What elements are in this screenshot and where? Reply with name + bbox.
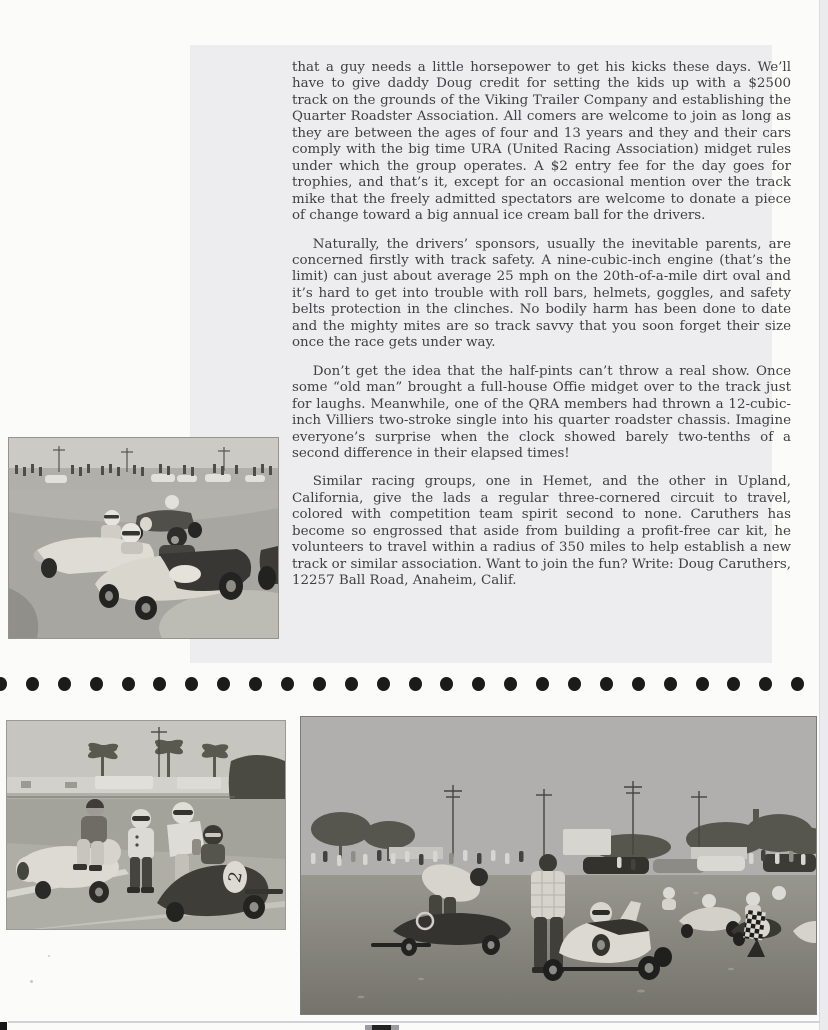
scan-corner-mark bbox=[0, 1022, 7, 1030]
divider-dot bbox=[153, 677, 166, 691]
divider-dot bbox=[58, 677, 71, 691]
divider-dot bbox=[664, 677, 677, 691]
divider-dot bbox=[504, 677, 517, 691]
photo-track-action bbox=[8, 437, 279, 639]
track-action-illustration bbox=[9, 438, 278, 638]
divider-dot bbox=[26, 677, 39, 691]
scan-edge-strip bbox=[819, 0, 828, 1030]
photo-starting-line bbox=[300, 716, 817, 1015]
divider-dot bbox=[696, 677, 709, 691]
edge-partial-car bbox=[258, 546, 278, 590]
scan-bottom-mark bbox=[365, 1025, 399, 1030]
dot-divider bbox=[0, 677, 828, 691]
divider-dot bbox=[217, 677, 230, 691]
article-paragraph: Naturally, the drivers’ sponsors, usually the inevitable parents, are concerned firstly with track safety. A nine-cubic-inch engine (that’s the limit) can just about average 25 mph on the 20th-of-a-mile dirt oval and it’s hard to get into trouble with roll bars, helmets, goggles, and safety belts protection in the clinches. No bodily harm has been done to date and the mighty mites are so track savvy that you soon forget their size once the race gets under way. bbox=[292, 236, 791, 351]
divider-dot bbox=[568, 677, 581, 691]
starting-line-illustration bbox=[301, 717, 816, 1014]
scan-speck bbox=[48, 955, 50, 957]
article-paragraph: that a guy needs a little horsepower to get his kicks these days. We’ll have to give daddy Doug credit for setting the kids up with a $2500 track on the grounds of the Viking Trailer Company and establishing the Quarter Roadster Association. All comers are welcome to join as long as they are between the ages of four and 13 years and they and their cars comply with the big time URA (United Racing Association) midget rules under which the group operates. A $2 entry fee for the day goes for trophies, and that’s it, except for an occasional mention over the track mike that the freely admitted spectators are welcome to donate a piece of change toward a big annual ice cream ball for the drivers. bbox=[292, 60, 791, 224]
divider-dot bbox=[185, 677, 198, 691]
divider-dot bbox=[0, 677, 7, 691]
divider-dot bbox=[377, 677, 390, 691]
divider-dot bbox=[281, 677, 294, 691]
pit-kids-illustration bbox=[7, 721, 285, 929]
divider-dot bbox=[632, 677, 645, 691]
divider-dot bbox=[90, 677, 103, 691]
scan-bottom-line bbox=[8, 1021, 820, 1023]
white-truck bbox=[563, 829, 611, 855]
car-number: 2 bbox=[225, 869, 247, 885]
article-text-column bbox=[292, 60, 791, 602]
divider-dot bbox=[345, 677, 358, 691]
divider-dot bbox=[600, 677, 613, 691]
divider-dot bbox=[759, 677, 772, 691]
divider-dot bbox=[313, 677, 326, 691]
article-paragraph: Don’t get the idea that the half-pints can’t throw a real show. Once some “old man” brought a full-house Offie midget over to the track just for laughs. Meanwhile, one of the QRA members had thrown a 12-cubic-inch Villiers two-stroke single into his quarter roadster chassis. Imagine everyone’s surprise when the clock showed barely two-tenths of a second difference in their elapsed times! bbox=[292, 363, 791, 461]
divider-dot bbox=[122, 677, 135, 691]
divider-dot bbox=[536, 677, 549, 691]
divider-dot bbox=[409, 677, 422, 691]
divider-dot bbox=[440, 677, 453, 691]
photo-pit-kids bbox=[6, 720, 286, 930]
scan-speck bbox=[30, 980, 33, 983]
divider-dot bbox=[791, 677, 804, 691]
divider-dot bbox=[727, 677, 740, 691]
divider-dot bbox=[249, 677, 262, 691]
divider-dot bbox=[472, 677, 485, 691]
article-paragraph: Similar racing groups, one in Hemet, and the other in Upland, California, give the lads a regular three-cornered circuit to travel, colored with competition team spirit second to none. Caruthers has become so engrossed that aside from building a profit-free car kit, he volunteers to travel within a radius of 350 miles to help establish a new track or similar association. Want to join the fun? Write: Doug Caruthers, 12257 Ball Road, Anaheim, Calif. bbox=[292, 474, 791, 589]
